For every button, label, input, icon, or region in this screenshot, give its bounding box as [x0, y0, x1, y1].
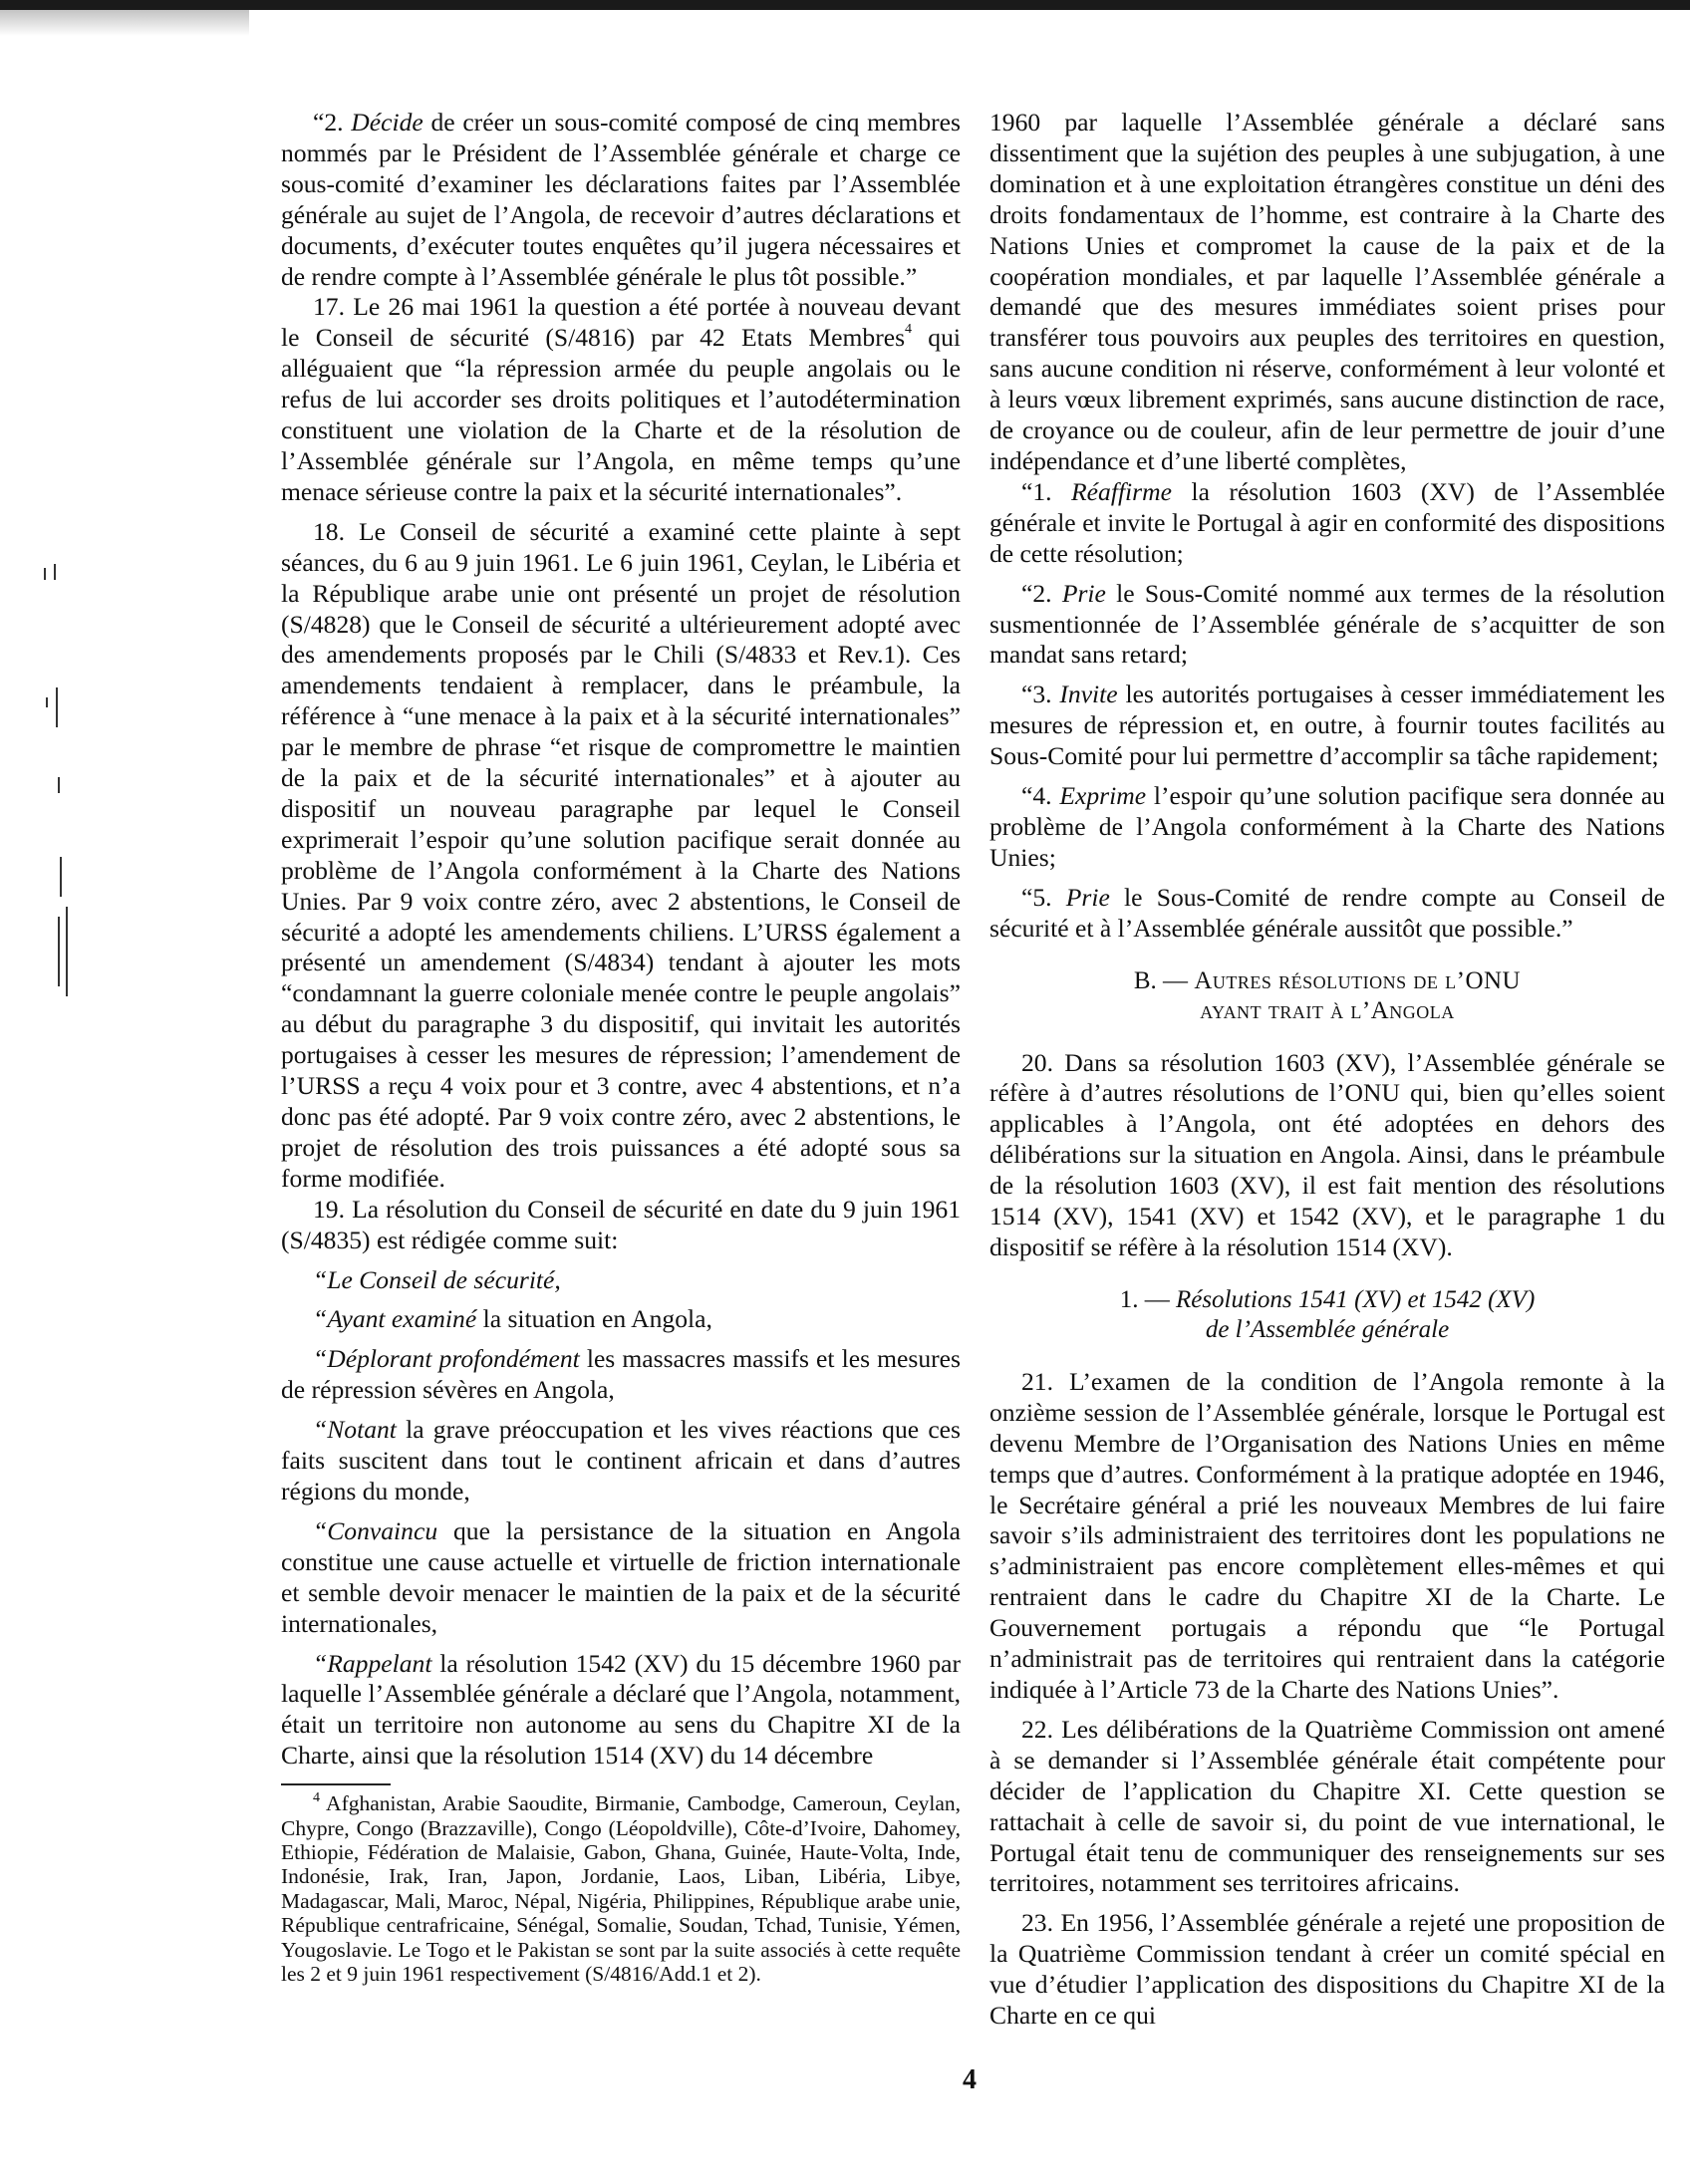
- scan-top-edge: [0, 0, 1690, 10]
- resolution-opening: “Le Conseil de sécurité,: [313, 1264, 561, 1294]
- margin-binding-marks: [40, 558, 80, 1116]
- section-heading-b-line-2: ayant trait à l’Angola: [1200, 996, 1455, 1024]
- subheading-1-line-2: de l’Assemblée générale: [1205, 1315, 1450, 1343]
- operative-clause-3: “3. Invite les autorités portugaises à cesser immédiatement les mesures de répression et, en outre, à fournir toutes facilités au Sous-Comité pour lui permettre d’accomplir sa tâche rapidement;: [989, 680, 1665, 771]
- resolution-clause-2: “2. Décide de créer un sous-comité composé de cinq membres nommés par le Président de l’Assemblée générale et charge ce sous-comité d’examiner les déclarations faites par l’Assemblée générale au sujet de l’Angola, de recevoir d’autres déclarations et documents, d’exécuter toutes enquêtes qu’il jugera nécessaires et de rendre compte à l’Assemblée générale le plus tôt possible.”: [281, 108, 961, 291]
- right-column: [989, 108, 1665, 2032]
- section-heading-b-line-1: B. — Autres résolutions de l’ONU: [1133, 966, 1522, 994]
- operative-clause-4: “4. Exprime l’espoir qu’une solution pacifique sera donnée au problème de l’Angola conformément à la Charte des Nations Unies;: [989, 781, 1665, 872]
- operative-clause-2: “2. Prie le Sous-Comité nommé aux termes de la résolution susmentionnée de l’Assemblée générale de s’acquitter de son mandat sans retard;: [989, 578, 1665, 670]
- subheading-1-line-1: 1. — Résolutions 1541 (XV) et 1542 (XV): [1119, 1285, 1536, 1313]
- resolution-preamble-recalling: “Rappelant la résolution 1542 (XV) du 15 décembre 1960 par laquelle l’Assemblée générale a déclaré que l’Angola, notamment, était un territoire non autonome au sens du Chapitre XI de la Charte, ainsi que la résolution 1514 (XV) du 14 décembre: [281, 1648, 961, 1771]
- resolution-preamble-noting: “Notant la grave préoccupation et les vives réactions que ces faits suscitent dans tout le continent africain et dans d’autres régions du monde,: [281, 1415, 961, 1505]
- paragraph-18: 18. Le Conseil de sécurité a examiné cette plainte à sept séances, du 6 au 9 juin 1961. Le 6 juin 1961, Ceylan, le Libéria et la République arabe unie ont présenté un projet de résolution (S/4828) que le Conseil de sécurité a ultérieurement adopté avec des amendements proposés par le Chili (S/4833 et Rev.1). Ces amendements tendaient à remplacer, dans le préambule, la référence à “une menace à la paix et à la sécurité internationales” par le membre de phrase “et risque de compromettre le maintien de la paix et de la sécurité internationales” et à ajouter au dispositif un nouveau paragraphe par lequel le Conseil exprimerait l’espoir qu’une solution pacifique serait donnée au problème de l’Angola conformément à la Charte des Nations Unies. Par 9 voix contre zéro, avec 2 abstentions, le Conseil de sécurité a adopté les amendements chiliens. L’URSS également a présenté un amendement (S/4834) tendant à ajouter les mots “condamnant la guerre coloniale menée contre le peuple angolais” au début du paragraphe 3 du dispositif, qui invitait les autorités portugaises à cesser les mesures de répression; l’amendement de l’URSS a reçu 4 voix pour et 3 contre, avec 4 abstentions, et n’a donc pas été adopté. Par 9 voix contre zéro, avec 2 abstentions, le projet de résolution des trois puissances a été adopté sous sa forme modifiée.: [281, 516, 961, 1193]
- subheading-1: [989, 1285, 1665, 1345]
- paragraph-21: 21. L’examen de la condition de l’Angola remonte à la onzième session de l’Assemblée générale, lorsque le Portugal est devenu Membre de l’Organisation des Nations Unies en même temps que d’autres. Conformément à la pratique adoptée en 1946, le Secrétaire général a prié les nouveaux Membres de lui faire savoir s’ils administraient des territoires dont les populations ne s’administraient pas encore complètement elles-mêmes et qui rentraient dans le cadre du Chapitre XI de la Charte. Le Gouvernement portugais a répondu que “le Portugal n’administrait pas de territoires qui rentraient dans la catégorie indiquée à l’Article 73 de la Charte des Nations Unies”.: [989, 1366, 1665, 1704]
- operative-clause-5: “5. Prie le Sous-Comité de rendre compte au Conseil de sécurité et à l’Assemblée générale aussitôt que possible.”: [989, 882, 1665, 943]
- paragraph-22: 22. Les délibérations de la Quatrième Commission ont amené à se demander si l’Assemblée générale était compétente pour décider de l’application du Chapitre XI. Cette question se rattachait à celle de savoir si, du point de vue international, le Portugal était tenu de communiquer des renseignements sur ses territoires, notamment ses territoires africains.: [989, 1714, 1665, 1898]
- paragraph-20: 20. Dans sa résolution 1603 (XV), l’Assemblée générale se réfère à d’autres résolutions de l’ONU qui, bien qu’elles soient applicables à l’Angola, ont été adoptées en dehors des délibérations sur la situation en Angola. Ainsi, dans le préambule de la résolution 1603 (XV), il est fait mention des résolutions 1514 (XV), 1541 (XV) et 1542 (XV), et le paragraphe 1 du dispositif se réfère à la résolution 1514 (XV).: [989, 1047, 1665, 1261]
- operative-clause-1: “1. Réaffirme la résolution 1603 (XV) de l’Assemblée générale et invite le Portugal à agir en conformité des dispositions de cette résolution;: [989, 476, 1665, 568]
- scan-top-shadow: [0, 10, 249, 36]
- resolution-preamble-examined: “Ayant examiné la situation en Angola,: [313, 1304, 712, 1334]
- resolution-preamble-continued: 1960 par laquelle l’Assemblée générale a déclaré sans dissentiment que la sujétion des peuples à une subjugation, à une domination et à une exploitation étrangères constitue un déni des droits fondamentaux de l’homme, est contraire à la Charte des Nations Unies et compromet la cause de la paix et de la coopération mondiales, et par laquelle l’Assemblée générale a demandé que des mesures immédiates soient prises pour transférer tous pouvoirs aux peuples des territoires en question, sans aucune condition ni réserve, conformément à leur volonté et à leurs vœux librement exprimés, sans aucune distinction de race, de croyance ou de couleur, afin de leur permettre de jouir d’une indépendance et d’une liberté complètes,: [989, 108, 1665, 475]
- paragraph-23: 23. En 1956, l’Assemblée générale a rejeté une proposition de la Quatrième Commission tendant à créer un comité spécial en vue d’étudier l’application des dispositions du Chapitre XI de la Charte en ce qui: [989, 1908, 1665, 2031]
- footnote-rule: [281, 1783, 391, 1785]
- paragraph-19: 19. La résolution du Conseil de sécurité en date du 9 juin 1961 (S/4835) est rédigée comme suit:: [281, 1194, 961, 1254]
- left-column: [281, 108, 961, 1986]
- resolution-preamble-convinced: “Convaincu que la persistance de la situation en Angola constitue une cause actuelle et virtuelle de friction internationale et semble devoir menacer le maintien de la paix et de la sécurité internationales,: [281, 1515, 961, 1638]
- resolution-preamble-deploring: “Déplorant profondément les massacres massifs et les mesures de répression sévères en Angola,: [281, 1344, 961, 1405]
- footnote-4: $^4$ Afghanistan, Arabie Saoudite, Birmanie, Cambodge, Cameroun, Ceylan, Chypre, Congo (Brazzaville), Congo (Léopoldville), Côte-d’Ivoire, Dahomey, Ethiopie, Fédération de Malaisie, Gabon, Ghana, Guinée, Haute-Volta, Inde, Indonésie, Irak, Iran, Japon, Jordanie, Laos, Liban, Libéria, Libye, Madagascar, Mali, Maroc, Népal, Nigéria, Philippines, République arabe unie, République centrafricaine, Sénégal, Somalie, Soudan, Tchad, Tunisie, Yémen, Yougoslavie. Le Togo et le Pakistan se sont par la suite associés à cette requête les 2 et 9 juin 1961 respectivement (S/4816/Add.1 et 2).: [281, 1790, 961, 1986]
- section-heading-b: [989, 966, 1665, 1026]
- paragraph-17: 17. Le 26 mai 1961 la question a été portée à nouveau devant le Conseil de sécurité (S/4816) par 42 Etats Membres$^4$ qui alléguaient que “la répression armée du peuple angolais ou le refus de lui accorder ses droits politiques et l’autodétermination constituent une violation de la Charte et de la résolution de l’Assemblée générale sur l’Angola, en même temps qu’une menace sérieuse contre la paix et la sécurité internationales”.: [281, 292, 961, 506]
- page-number: 4: [963, 2064, 977, 2095]
- footnotes: [281, 1791, 961, 1986]
